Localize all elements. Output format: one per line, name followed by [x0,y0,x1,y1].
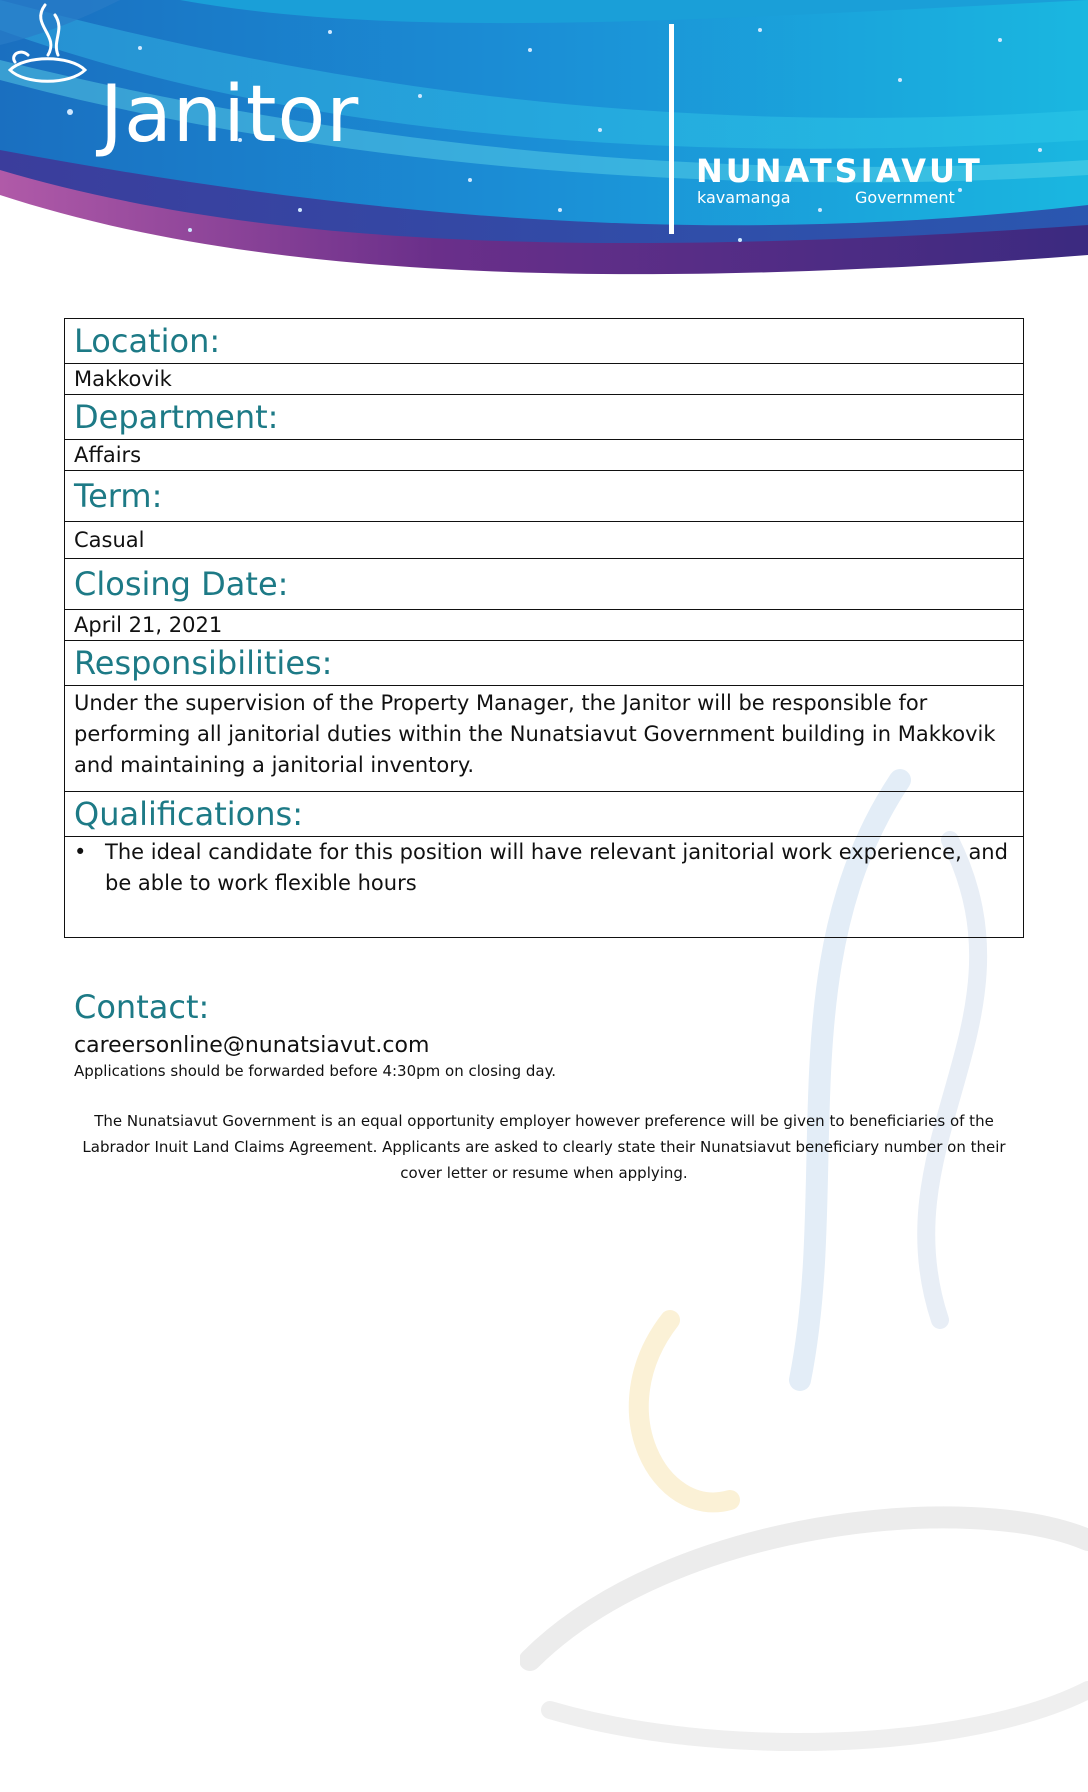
header-divider [669,24,674,234]
location-value: Makkovik [65,364,1024,395]
responsibilities-label: Responsibilities: [65,641,1024,686]
list-item [74,837,1014,899]
bullet-icon: • [74,840,87,864]
logo-wordmark: NUNATSIAVUT [696,152,983,190]
department-value: Affairs [65,440,1024,471]
qualification-text: The ideal candidate for this position will have relevant janitorial work experience, and be able to work flexible hours [105,840,1008,895]
contact-note: Applications should be forwarded before 4:30pm on closing day. [74,1062,557,1080]
job-details-table [64,318,1024,938]
qualifications-list-cell [65,837,1024,938]
job-title: Janitor [100,70,360,160]
qualifications-label: Qualifications: [65,792,1024,837]
header-banner [0,0,1088,310]
logo-subtitle-right: Government [855,188,955,207]
location-label: Location: [65,319,1024,364]
department-label: Department: [65,395,1024,440]
closing-date-label: Closing Date: [65,559,1024,610]
term-label: Term: [65,471,1024,522]
equal-opportunity-statement: The Nunatsiavut Government is an equal opportunity employer however preference will be given to beneficiaries of the Labrador Inuit Land Claims Agreement. Applicants are asked to clearly state their Nunatsiavut beneficiary number on their cover letter or resume when applying. [82,1112,1006,1182]
qulliq-lamp-icon [0,0,90,95]
logo-subtitle-left: kavamanga [697,188,791,207]
contact-email[interactable]: careersonline@nunatsiavut.com [74,1033,430,1058]
contact-label: Contact: [74,988,210,1026]
qualifications-list [74,837,1014,899]
closing-date-value: April 21, 2021 [65,610,1024,641]
term-value: Casual [65,522,1024,559]
responsibilities-value: Under the supervision of the Property Manager, the Janitor will be responsible for performing all janitorial duties within the Nunatsiavut Government building in Makkovik and maintaining a janitorial inventory. [65,686,1024,792]
